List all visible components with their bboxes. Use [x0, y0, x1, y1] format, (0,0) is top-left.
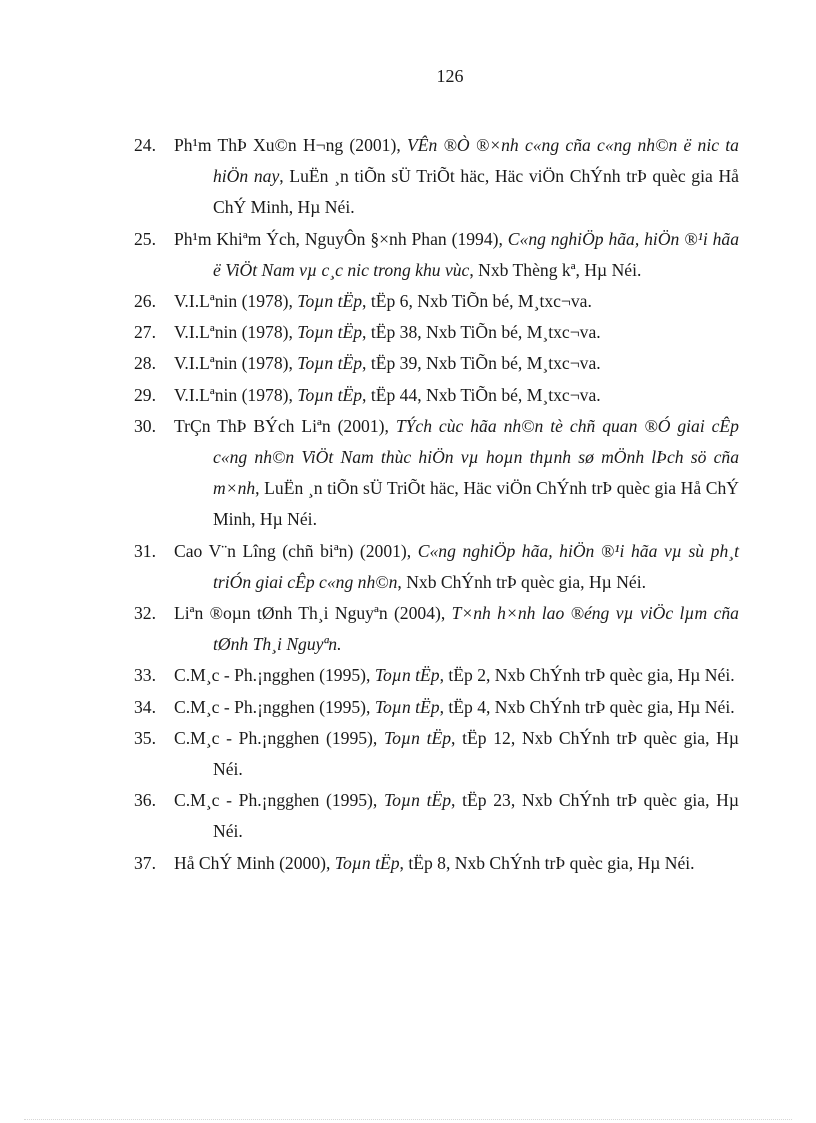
reference-publication: , LuËn ¸n tiÕn sÜ TriÕt häc, Häc viÖn ChÝnh trÞ quèc gia Hå ChÝ Minh, Hµ Néi.: [213, 166, 739, 218]
reference-item: [134, 536, 739, 598]
reference-publication: , tËp 8, Nxb ChÝnh trÞ quèc gia, Hµ Néi.: [399, 852, 695, 873]
reference-publication: , tËp 23, Nxb ChÝnh trÞ quèc gia, Hµ Néi.: [213, 790, 740, 842]
reference-title: C«ng nghiÖp hãa, hiÖn ®¹i hãa vµ sù ph¸t triÓn giai cÊp c«ng nh©n: [213, 540, 740, 592]
reference-number: 34.: [134, 696, 156, 717]
page-number: 126: [436, 66, 464, 86]
reference-item: [134, 785, 739, 847]
reference-title: VÊn ®Ò ®×nh c«ng cña c«ng nh©n ë nic ta hiÖn nay: [213, 135, 739, 187]
reference-item: [134, 848, 739, 879]
reference-author: Ph¹m ThÞ Xu©n H¬ng (2001),: [174, 135, 407, 155]
reference-title: TÝch cùc hãa nh©n tè chñ quan ®Ó giai cÊp c«ng nh©n ViÖt Nam thùc hiÖn vµ hoµn thµnh sø mÖnh lÞch sö cña m×nh: [213, 415, 739, 499]
reference-number: 27.: [134, 322, 156, 343]
reference-number: 28.: [134, 353, 156, 374]
reference-publication: , tËp 4, Nxb ChÝnh trÞ quèc gia, Hµ Néi.: [439, 696, 735, 717]
reference-title: Toµn tËp: [384, 790, 452, 811]
reference-item: [134, 224, 739, 286]
reference-author: C.M¸c - Ph.¡ngghen (1995),: [174, 790, 385, 811]
reference-author: Hå ChÝ Minh (2000),: [174, 852, 335, 873]
reference-item: [134, 723, 739, 785]
reference-publication: , tËp 38, Nxb TiÕn bé, M¸txc¬va.: [362, 322, 601, 343]
reference-title: Toµn tËp: [297, 384, 363, 405]
reference-number: 30.: [134, 415, 156, 436]
reference-author: Liªn ®oµn tØnh Th¸i Nguyªn (2004),: [174, 603, 452, 624]
reference-item: [134, 660, 739, 691]
reference-author: V.I.Lªnin (1978),: [174, 322, 298, 343]
reference-title: C«ng nghiÖp hãa, hiÖn ®¹i hãa ë ViÖt Nam vµ c¸c nic trong khu vùc: [213, 228, 740, 280]
reference-title: Toµn tËp: [297, 353, 363, 374]
reference-title: T×nh h×nh lao ®éng vµ viÖc lµm cña tØnh Th¸i Nguyªn.: [213, 603, 739, 655]
reference-item: [134, 692, 739, 723]
reference-number: 37.: [134, 852, 156, 873]
reference-number: 24.: [134, 135, 156, 155]
reference-number: 35.: [134, 727, 156, 748]
reference-number: 31.: [134, 540, 156, 561]
reference-title: Toµn tËp: [384, 727, 452, 748]
reference-item: [134, 348, 739, 379]
reference-title: Toµn tËp: [297, 291, 363, 312]
reference-number: 26.: [134, 291, 156, 312]
reference-item: [134, 411, 739, 536]
reference-number: 29.: [134, 384, 156, 405]
reference-author: C.M¸c - Ph.¡ngghen (1995),: [174, 665, 375, 686]
reference-item: [134, 286, 739, 317]
reference-title: Toµn tËp: [297, 322, 363, 343]
reference-number: 25.: [134, 228, 156, 249]
reference-author: Cao V¨n Lîng (chñ biªn) (2001),: [174, 540, 418, 561]
reference-author: C.M¸c - Ph.¡ngghen (1995),: [174, 696, 375, 717]
reference-item: [134, 598, 739, 660]
reference-number: 32.: [134, 603, 156, 624]
reference-title: Toµn tËp: [374, 665, 440, 686]
reference-publication: , tËp 39, Nxb TiÕn bé, M¸txc¬va.: [362, 353, 601, 374]
reference-publication: , tËp 12, Nxb ChÝnh trÞ quèc gia, Hµ Néi.: [213, 727, 740, 780]
page-bottom-border: [24, 1119, 792, 1120]
reference-publication: , tËp 6, Nxb TiÕn bé, M¸txc¬va.: [362, 291, 592, 312]
reference-number: 33.: [134, 665, 156, 686]
reference-author: C.M¸c - Ph.¡ngghen (1995),: [174, 727, 385, 748]
reference-author: V.I.Lªnin (1978),: [174, 353, 298, 374]
reference-item: [134, 317, 739, 348]
reference-title: Toµn tËp: [334, 852, 400, 873]
reference-publication: , LuËn ¸n tiÕn sÜ TriÕt häc, Häc viÖn ChÝnh trÞ quèc gia Hå ChÝ Minh, Hµ Néi.: [213, 478, 739, 530]
reference-publication: , Nxb ChÝnh trÞ quèc gia, Hµ Néi.: [397, 571, 647, 592]
reference-item: [134, 130, 739, 224]
reference-title: Toµn tËp: [374, 696, 440, 717]
reference-publication: , Nxb Thèng kª, Hµ Néi.: [469, 259, 642, 280]
reference-author: V.I.Lªnin (1978),: [174, 384, 298, 405]
reference-author: V.I.Lªnin (1978),: [174, 291, 298, 312]
reference-author: Ph¹m Khiªm Ých, NguyÔn §×nh Phan (1994),: [174, 228, 508, 249]
reference-publication: , tËp 2, Nxb ChÝnh trÞ quèc gia, Hµ Néi.: [439, 665, 735, 686]
reference-author: TrÇn ThÞ BÝch Liªn (2001),: [174, 415, 396, 436]
reference-number: 36.: [134, 790, 156, 811]
reference-publication: , tËp 44, Nxb TiÕn bé, M¸txc¬va.: [362, 384, 601, 405]
reference-item: [134, 380, 739, 411]
reference-list: [134, 130, 739, 879]
